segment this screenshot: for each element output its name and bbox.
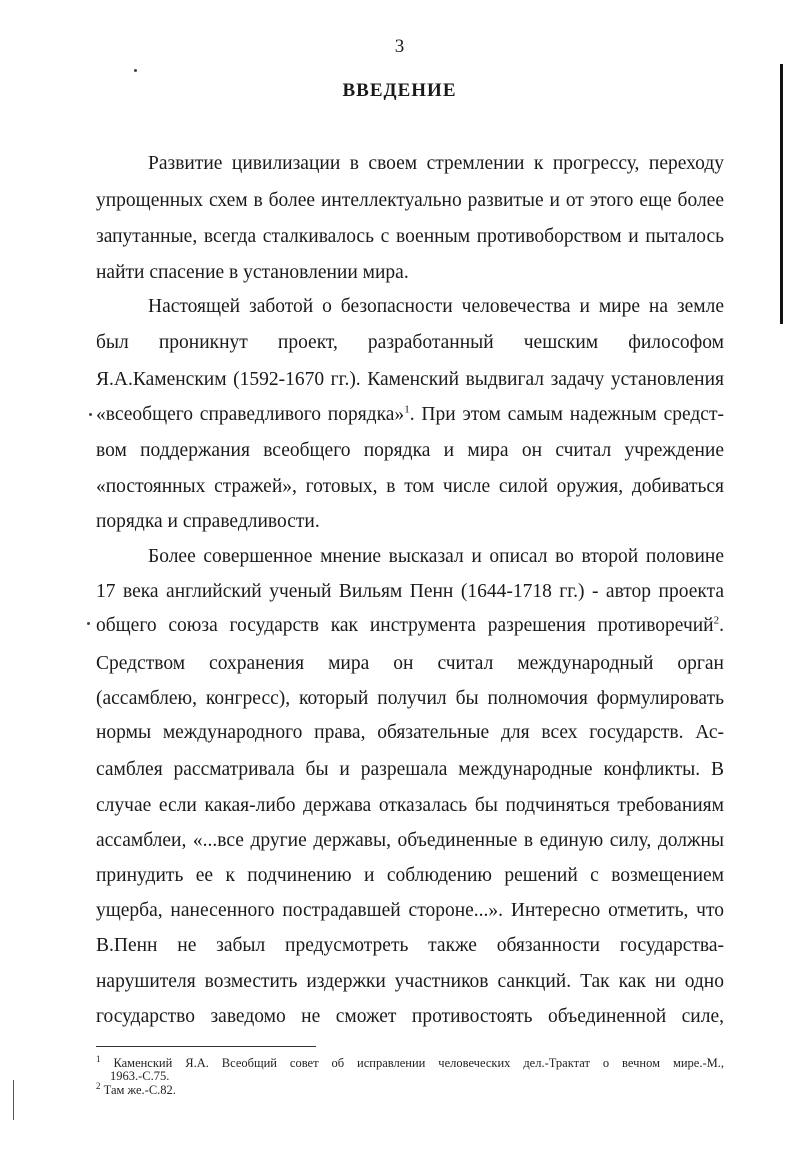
- paragraph-line: ущерба, нанесенного пострадавшей стороне...». Интересно отметить, что: [96, 900, 724, 921]
- paragraph-line: случае если какая-либо держава отказалась бы подчиняться требованиям: [96, 795, 724, 816]
- footnote-ref-group: [714, 615, 724, 636]
- paragraph-line: 17 века английский ученый Вильям Пенн (1644-1718 гг.) - автор проекта: [96, 581, 724, 602]
- footnote-1: [96, 1053, 724, 1071]
- paragraph-line: вом поддержания всеобщего порядка и мира он считал учреждение: [96, 440, 724, 461]
- paragraph-line: нарушителя возместить издержки участников санкций. Так как ни одно: [96, 971, 724, 992]
- line-text: общего союза государств как инструмента разрешения противоречий: [96, 615, 714, 636]
- paragraph-line: запутанные, всегда сталкивалось с военным противоборством и пыталось: [96, 226, 724, 247]
- footnote-text: Каменский Я.А. Всеобщий совет об исправлении человеческих дел.-Трактат о вечном мире.-М.,: [113, 1056, 724, 1070]
- scan-speck: [87, 622, 90, 625]
- line-tail: . При этом самым надежным средст-: [409, 404, 724, 425]
- footnote-mark: 2: [96, 1080, 101, 1091]
- paragraph-line: ассамблеи, «...все другие державы, объединенные в единую силу, должны: [96, 830, 724, 851]
- paragraph-line: порядка и справедливости.: [96, 511, 320, 532]
- paragraph-line: упрощенных схем в более интеллектуально развитые и от этого еще более: [96, 190, 724, 211]
- paragraph-line: найти спасение в установлении мира.: [96, 262, 409, 283]
- footnote-text: Там же.-С.82.: [103, 1083, 176, 1097]
- footnote-1-continued: 1963.-С.75.: [110, 1069, 170, 1083]
- paragraph-line: В.Пенн не забыл предусмотреть также обязанности государства-: [96, 935, 724, 956]
- paragraph-line: Более совершенное мнение высказал и описал во второй половине: [148, 546, 724, 567]
- scan-speck: [89, 413, 92, 416]
- scan-margin-mark: [13, 1080, 14, 1120]
- paragraph-line: Развитие цивилизации в своем стремлении к прогрессу, переходу: [148, 153, 724, 174]
- scan-speck: [134, 69, 137, 72]
- footnote-ref[interactable]: 2: [713, 614, 720, 627]
- page-number: 3: [394, 36, 405, 57]
- paragraph-line: Настоящей заботой о безопасности человечества и мире на земле: [148, 296, 724, 317]
- paragraph-line: (ассамблею, конгресс), который получил бы полномочия формулировать: [96, 688, 724, 709]
- paragraph-line: [96, 614, 724, 638]
- paragraph-line: Средством сохранения мира он считал международный орган: [96, 653, 724, 674]
- paragraph-line: [96, 403, 724, 427]
- footnote-ref[interactable]: 1: [404, 403, 410, 416]
- paragraph-line: нормы международного права, обязательные для всех государств. Ас-: [96, 722, 724, 743]
- page-title: ВВЕДЕНИЕ: [342, 80, 457, 101]
- paragraph-line: самблея рассматривала бы и разрешала международные конфликты. В: [96, 759, 724, 780]
- scan-edge-mark: [780, 64, 783, 324]
- paragraph-line: был проникнут проект, разработанный чешским философом: [96, 332, 724, 353]
- paragraph-line: принудить ее к подчинению и соблюдению решений с возмещением: [96, 865, 724, 886]
- paragraph-line: «постоянных стражей», готовых, в том числе силой оружия, добиваться: [96, 476, 724, 497]
- paragraph-line: Я.А.Каменским (1592-1670 гг.). Каменский выдвигал задачу установления: [96, 369, 724, 390]
- paragraph-line: государство заведомо не сможет противостоять объединенной силе,: [96, 1006, 724, 1027]
- footnote-2: [96, 1080, 176, 1098]
- line-period: .: [719, 615, 724, 636]
- footnote-divider: [96, 1046, 316, 1047]
- footnote-mark: 1: [96, 1053, 101, 1064]
- quoted-phrase: «всеобщего справедливого порядка»: [96, 404, 405, 425]
